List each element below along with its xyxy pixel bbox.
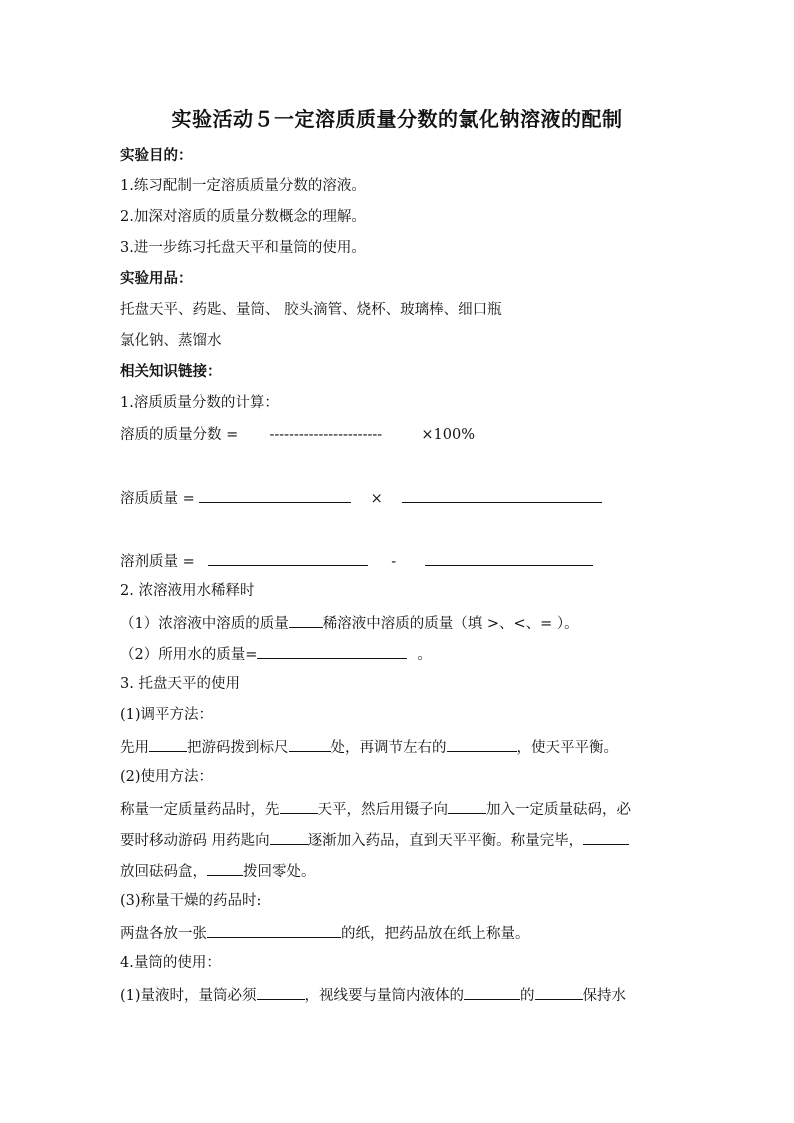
cyl-text-d: 保持水 xyxy=(582,988,627,1004)
balance-sub-2: (2)使用方法： xyxy=(120,769,214,785)
formula-row xyxy=(120,425,475,445)
adjust-blank-3[interactable] xyxy=(447,736,517,752)
solvent-mass-row xyxy=(120,550,593,572)
solute-mass-row xyxy=(120,487,602,509)
materials-heading: 实验用品： xyxy=(120,270,193,287)
cyl-text-a: (1)量液时，量筒必须 xyxy=(120,988,257,1004)
use-blank-3[interactable] xyxy=(270,829,308,845)
use-blank-5[interactable] xyxy=(207,860,243,876)
solvent-mass-blank-1[interactable] xyxy=(208,550,368,566)
knowledge-item-1: 1.溶质质量分数的计算： xyxy=(120,395,279,411)
dilution-q1 xyxy=(120,612,579,634)
dilution-q2-text-a: （2）所用水的质量= xyxy=(120,647,258,663)
cyl-blank-1[interactable] xyxy=(257,984,305,1000)
cyl-text-b: ，视线要与量筒内液体的 xyxy=(304,988,465,1004)
dilution-q1-blank[interactable] xyxy=(289,612,323,628)
formula-left: 溶质的质量分数 = xyxy=(120,427,239,443)
balance-use-row-3 xyxy=(120,860,316,882)
balance-dry-row xyxy=(120,922,530,944)
dry-text-b: 的纸，把药品放在纸上称量。 xyxy=(341,926,530,942)
dilution-q2 xyxy=(120,643,432,665)
page-title: 实验活动５一定溶质质量分数的氯化钠溶液的配制 xyxy=(171,107,623,131)
adjust-text-b: 把游码拨到标尺 xyxy=(187,740,289,756)
knowledge-item-3: 3. 托盘天平的使用 xyxy=(120,676,240,692)
purpose-item-3: 3.进一步练习托盘天平和量筒的使用。 xyxy=(120,240,366,256)
cylinder-row-1 xyxy=(120,984,626,1006)
times-sign: × xyxy=(370,491,383,507)
use-text-a: 称量一定质量药品时，先 xyxy=(120,802,280,818)
balance-use-row-1 xyxy=(120,798,631,820)
materials-line-1: 托盘天平、药匙、量筒、 胶头滴管、烧杯、玻璃棒、细口瓶 xyxy=(120,302,502,318)
use-text-c: 加入一定质量砝码，必 xyxy=(486,802,631,818)
use-text-b: 天平，然后用镊子向 xyxy=(317,802,448,818)
purpose-item-2: 2.加深对溶质的质量分数概念的理解。 xyxy=(120,209,366,225)
formula-dashes: ----------------------- xyxy=(269,427,383,443)
balance-adjust-row xyxy=(120,736,618,758)
cyl-blank-3[interactable] xyxy=(535,984,583,1000)
dilution-q2-text-b: 。 xyxy=(417,647,432,663)
use-text-f: 放回砝码盒， xyxy=(120,864,207,880)
adjust-text-a: 先用 xyxy=(120,740,149,756)
dilution-q2-blank[interactable] xyxy=(257,643,407,659)
dry-text-a: 两盘各放一张 xyxy=(120,926,207,942)
adjust-blank-1[interactable] xyxy=(149,736,187,752)
solute-mass-label: 溶质质量 = xyxy=(120,491,195,507)
balance-use-row-2 xyxy=(120,829,629,851)
dilution-q1-text-b: 稀溶液中溶质的质量（填 >、<、= ）。 xyxy=(322,616,579,632)
solute-mass-blank-2[interactable] xyxy=(402,487,602,503)
adjust-blank-2[interactable] xyxy=(289,736,331,752)
minus-sign: - xyxy=(391,554,397,570)
solvent-mass-blank-2[interactable] xyxy=(425,550,593,566)
cyl-blank-2[interactable] xyxy=(464,984,520,1000)
use-text-g: 拨回零处。 xyxy=(243,864,316,880)
solute-mass-blank-1[interactable] xyxy=(199,487,351,503)
materials-line-2: 氯化钠、蒸馏水 xyxy=(120,333,222,349)
adjust-text-c: 处，再调节左右的 xyxy=(330,740,447,756)
cyl-text-c: 的 xyxy=(520,988,535,1004)
knowledge-item-2: 2. 浓溶液用水稀释时 xyxy=(120,583,255,599)
use-blank-1[interactable] xyxy=(280,798,318,814)
knowledge-item-4: 4.量筒的使用： xyxy=(120,955,221,971)
purpose-heading: 实验目的： xyxy=(120,147,193,164)
use-blank-4[interactable] xyxy=(583,829,629,845)
solvent-mass-label: 溶剂质量 = xyxy=(120,554,195,570)
use-text-e: 逐渐加入药品，直到天平平衡。称量完毕， xyxy=(307,833,584,849)
formula-right: ×100% xyxy=(421,427,475,443)
balance-sub-3: (3)称量干燥的药品时: xyxy=(120,893,262,909)
balance-sub-1: (1)调平方法： xyxy=(120,707,214,723)
use-text-d: 要时移动游码 用药匙向 xyxy=(120,833,270,849)
purpose-item-1: 1.练习配制一定溶质质量分数的溶液。 xyxy=(120,178,366,194)
knowledge-heading: 相关知识链接： xyxy=(120,363,222,380)
dilution-q1-text-a: （1）浓溶液中溶质的质量 xyxy=(120,616,289,632)
use-blank-2[interactable] xyxy=(448,798,486,814)
adjust-text-d: ，使天平平衡。 xyxy=(516,740,618,756)
dry-blank[interactable] xyxy=(207,922,341,938)
